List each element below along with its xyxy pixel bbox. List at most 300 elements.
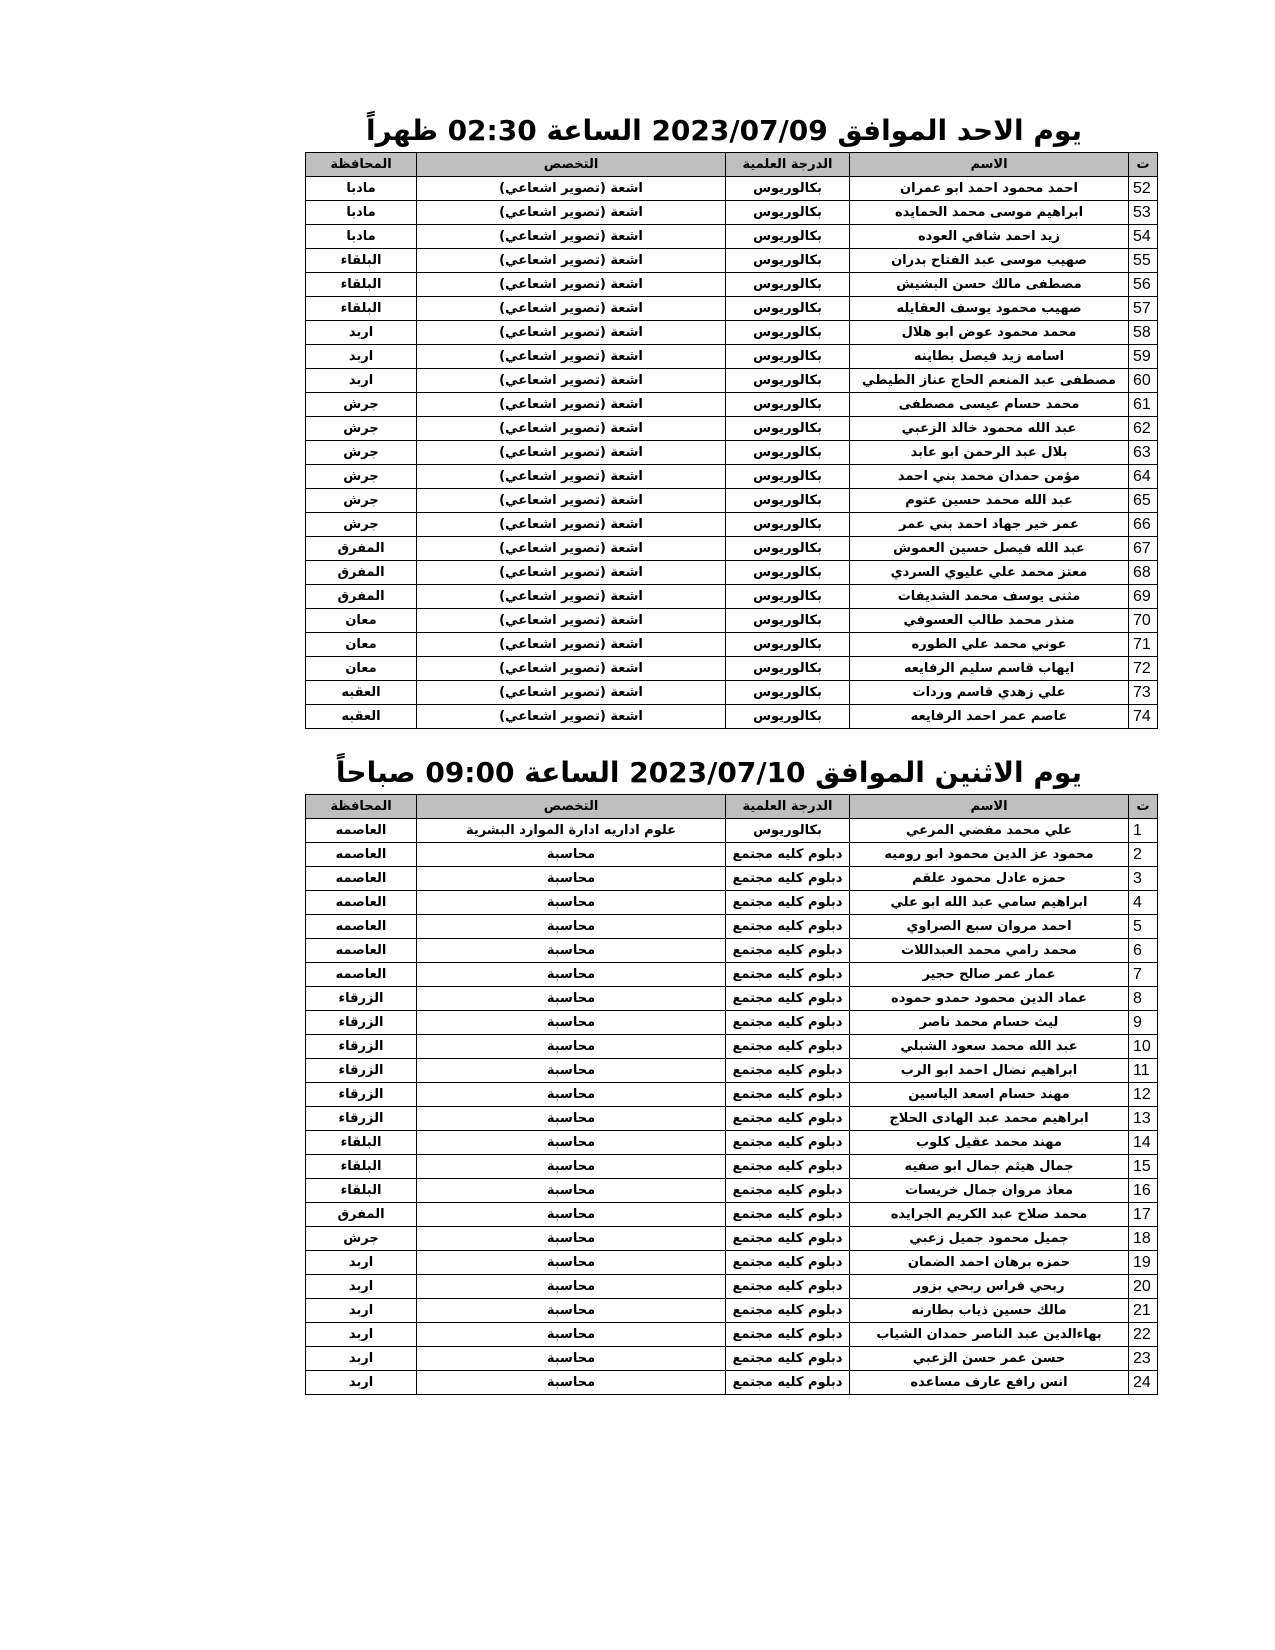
cell-degree: بكالوريوس — [726, 417, 850, 441]
cell-degree: بكالوريوس — [726, 249, 850, 273]
cell-major: محاسبة — [417, 1179, 726, 1203]
cell-number: 3 — [1129, 867, 1158, 891]
table-row — [306, 1203, 1158, 1227]
table-row — [306, 963, 1158, 987]
cell-governorate: العقبه — [306, 705, 417, 729]
cell-governorate: العقبه — [306, 681, 417, 705]
cell-degree: دبلوم كليه مجتمع — [726, 987, 850, 1011]
cell-name: اسامه زيد فيصل بطاينه — [850, 345, 1129, 369]
cell-number: 7 — [1129, 963, 1158, 987]
cell-major: اشعة (تصوير اشعاعي) — [417, 489, 726, 513]
cell-name: عاصم عمر احمد الرفايعه — [850, 705, 1129, 729]
cell-major: اشعة (تصوير اشعاعي) — [417, 561, 726, 585]
cell-degree: دبلوم كليه مجتمع — [726, 1059, 850, 1083]
cell-degree: بكالوريوس — [726, 819, 850, 843]
cell-major: محاسبة — [417, 891, 726, 915]
cell-name: عبد الله محمد سعود الشبلي — [850, 1035, 1129, 1059]
cell-governorate: مادبا — [306, 177, 417, 201]
cell-name: بلال عبد الرحمن ابو عابد — [850, 441, 1129, 465]
cell-number: 53 — [1129, 201, 1158, 225]
cell-number: 59 — [1129, 345, 1158, 369]
cell-number: 4 — [1129, 891, 1158, 915]
cell-major: محاسبة — [417, 1131, 726, 1155]
cell-number: 13 — [1129, 1107, 1158, 1131]
table-row — [306, 987, 1158, 1011]
cell-name: ابراهيم سامي عبد الله ابو علي — [850, 891, 1129, 915]
cell-degree: دبلوم كليه مجتمع — [726, 867, 850, 891]
cell-governorate: المفرق — [306, 1203, 417, 1227]
cell-number: 64 — [1129, 465, 1158, 489]
cell-governorate: اربد — [306, 1299, 417, 1323]
cell-governorate: الزرقاء — [306, 1035, 417, 1059]
cell-number: 69 — [1129, 585, 1158, 609]
cell-number: 20 — [1129, 1275, 1158, 1299]
cell-number: 68 — [1129, 561, 1158, 585]
cell-major: محاسبة — [417, 1323, 726, 1347]
cell-number: 24 — [1129, 1371, 1158, 1395]
cell-degree: بكالوريوس — [726, 345, 850, 369]
table-row — [306, 1371, 1158, 1395]
table-row — [306, 1011, 1158, 1035]
table-row — [306, 297, 1158, 321]
cell-major: محاسبة — [417, 1011, 726, 1035]
cell-number: 72 — [1129, 657, 1158, 681]
cell-major: اشعة (تصوير اشعاعي) — [417, 225, 726, 249]
cell-degree: دبلوم كليه مجتمع — [726, 1347, 850, 1371]
cell-major: محاسبة — [417, 867, 726, 891]
table-row — [306, 1323, 1158, 1347]
table-row — [306, 417, 1158, 441]
cell-number: 66 — [1129, 513, 1158, 537]
table-row — [306, 1131, 1158, 1155]
cell-number: 74 — [1129, 705, 1158, 729]
cell-name: علي محمد مفضي المرعي — [850, 819, 1129, 843]
cell-governorate: الزرقاء — [306, 1059, 417, 1083]
table-row — [306, 843, 1158, 867]
cell-major: اشعة (تصوير اشعاعي) — [417, 513, 726, 537]
cell-name: عوني محمد علي الطوره — [850, 633, 1129, 657]
cell-governorate: العاصمه — [306, 915, 417, 939]
table-row — [306, 537, 1158, 561]
table-row — [306, 201, 1158, 225]
cell-name: جميل محمود جميل زعبي — [850, 1227, 1129, 1251]
cell-number: 55 — [1129, 249, 1158, 273]
cell-governorate: الزرقاء — [306, 1083, 417, 1107]
cell-degree: دبلوم كليه مجتمع — [726, 963, 850, 987]
cell-governorate: جرش — [306, 417, 417, 441]
cell-number: 60 — [1129, 369, 1158, 393]
cell-number: 22 — [1129, 1323, 1158, 1347]
cell-number: 56 — [1129, 273, 1158, 297]
table-row — [306, 321, 1158, 345]
cell-name: محمود عز الدين محمود ابو روميه — [850, 843, 1129, 867]
cell-number: 16 — [1129, 1179, 1158, 1203]
cell-degree: دبلوم كليه مجتمع — [726, 915, 850, 939]
cell-major: اشعة (تصوير اشعاعي) — [417, 321, 726, 345]
cell-major: اشعة (تصوير اشعاعي) — [417, 249, 726, 273]
cell-governorate: البلقاء — [306, 1155, 417, 1179]
cell-name: عمر خير جهاد احمد بني عمر — [850, 513, 1129, 537]
cell-governorate: البلقاء — [306, 1179, 417, 1203]
cell-degree: بكالوريوس — [726, 225, 850, 249]
cell-major: محاسبة — [417, 1083, 726, 1107]
cell-degree: بكالوريوس — [726, 393, 850, 417]
cell-degree: بكالوريوس — [726, 273, 850, 297]
cell-degree: دبلوم كليه مجتمع — [726, 1179, 850, 1203]
cell-number: 71 — [1129, 633, 1158, 657]
cell-degree: بكالوريوس — [726, 537, 850, 561]
table-row — [306, 513, 1158, 537]
cell-name: مهند حسام اسعد الياسين — [850, 1083, 1129, 1107]
cell-number: 17 — [1129, 1203, 1158, 1227]
cell-name: مهند محمد عقيل كلوب — [850, 1131, 1129, 1155]
cell-degree: بكالوريوس — [726, 321, 850, 345]
cell-major: اشعة (تصوير اشعاعي) — [417, 441, 726, 465]
table-row — [306, 1035, 1158, 1059]
cell-name: معتز محمد علي عليوي السردي — [850, 561, 1129, 585]
cell-governorate: العاصمه — [306, 939, 417, 963]
cell-degree: بكالوريوس — [726, 297, 850, 321]
table-row — [306, 867, 1158, 891]
cell-major: محاسبة — [417, 987, 726, 1011]
cell-name: معاذ مروان جمال خريسات — [850, 1179, 1129, 1203]
cell-governorate: العاصمه — [306, 963, 417, 987]
cell-name: منذر محمد طالب العسوفي — [850, 609, 1129, 633]
cell-name: احمد محمود احمد ابو عمران — [850, 177, 1129, 201]
cell-governorate: اربد — [306, 345, 417, 369]
cell-major: محاسبة — [417, 1275, 726, 1299]
cell-degree: بكالوريوس — [726, 465, 850, 489]
cell-degree: بكالوريوس — [726, 705, 850, 729]
cell-degree: بكالوريوس — [726, 609, 850, 633]
table-row — [306, 441, 1158, 465]
column-header-governorate: المحافظة — [306, 795, 417, 819]
cell-governorate: المفرق — [306, 561, 417, 585]
cell-major: محاسبة — [417, 1227, 726, 1251]
schedule-section-sunday — [305, 110, 1157, 729]
cell-number: 63 — [1129, 441, 1158, 465]
table-row — [306, 1179, 1158, 1203]
cell-governorate: العاصمه — [306, 891, 417, 915]
cell-degree: دبلوم كليه مجتمع — [726, 1275, 850, 1299]
section-heading: يوم الاحد الموافق 2023/07/09 الساعة 02:30 ظهراً — [365, 114, 1082, 147]
table-row — [306, 633, 1158, 657]
cell-number: 9 — [1129, 1011, 1158, 1035]
cell-major: اشعة (تصوير اشعاعي) — [417, 297, 726, 321]
table-row — [306, 249, 1158, 273]
cell-name: عبد الله فيصل حسين العموش — [850, 537, 1129, 561]
table-row — [306, 345, 1158, 369]
table-row — [306, 393, 1158, 417]
cell-name: صهيب محمود يوسف العقايله — [850, 297, 1129, 321]
cell-number: 12 — [1129, 1083, 1158, 1107]
cell-number: 57 — [1129, 297, 1158, 321]
cell-governorate: اربد — [306, 1371, 417, 1395]
cell-name: مالك حسين ذياب بطارنه — [850, 1299, 1129, 1323]
cell-name: حسن عمر حسن الزعبي — [850, 1347, 1129, 1371]
cell-name: زيد احمد شافي العوده — [850, 225, 1129, 249]
table-row — [306, 1251, 1158, 1275]
cell-number: 62 — [1129, 417, 1158, 441]
table-row — [306, 1299, 1158, 1323]
cell-governorate: اربد — [306, 1347, 417, 1371]
cell-name: عبد الله محمود خالد الزعبي — [850, 417, 1129, 441]
cell-number: 18 — [1129, 1227, 1158, 1251]
cell-governorate: العاصمه — [306, 867, 417, 891]
cell-degree: بكالوريوس — [726, 657, 850, 681]
cell-governorate: اربد — [306, 1275, 417, 1299]
table-row — [306, 939, 1158, 963]
table-row — [306, 1227, 1158, 1251]
cell-major: محاسبة — [417, 915, 726, 939]
cell-number: 54 — [1129, 225, 1158, 249]
cell-governorate: معان — [306, 633, 417, 657]
cell-major: محاسبة — [417, 1299, 726, 1323]
cell-major: اشعة (تصوير اشعاعي) — [417, 585, 726, 609]
cell-major: محاسبة — [417, 1251, 726, 1275]
cell-degree: دبلوم كليه مجتمع — [726, 1323, 850, 1347]
cell-name: انس رافع عارف مساعده — [850, 1371, 1129, 1395]
column-header-major: التخصص — [417, 153, 726, 177]
cell-degree: بكالوريوس — [726, 369, 850, 393]
cell-degree: دبلوم كليه مجتمع — [726, 1227, 850, 1251]
cell-number: 52 — [1129, 177, 1158, 201]
cell-number: 70 — [1129, 609, 1158, 633]
cell-major: اشعة (تصوير اشعاعي) — [417, 345, 726, 369]
cell-major: محاسبة — [417, 1035, 726, 1059]
cell-name: ابراهيم موسى محمد الحمايده — [850, 201, 1129, 225]
cell-governorate: اربد — [306, 1251, 417, 1275]
cell-governorate: اربد — [306, 1323, 417, 1347]
cell-governorate: اربد — [306, 321, 417, 345]
cell-degree: بكالوريوس — [726, 441, 850, 465]
cell-major: محاسبة — [417, 1107, 726, 1131]
cell-number: 23 — [1129, 1347, 1158, 1371]
cell-governorate: معان — [306, 657, 417, 681]
cell-degree: دبلوم كليه مجتمع — [726, 1131, 850, 1155]
cell-name: احمد مروان سبع الصراوي — [850, 915, 1129, 939]
table-row — [306, 819, 1158, 843]
cell-major: اشعة (تصوير اشعاعي) — [417, 537, 726, 561]
table-row — [306, 705, 1158, 729]
cell-major: اشعة (تصوير اشعاعي) — [417, 633, 726, 657]
cell-name: ليث حسام محمد ناصر — [850, 1011, 1129, 1035]
cell-name: مصطفى عبد المنعم الحاج عناز الطيطي — [850, 369, 1129, 393]
column-header-num: ت — [1129, 795, 1158, 819]
cell-major: علوم اداريه ادارة الموارد البشرية — [417, 819, 726, 843]
cell-name: صهيب موسى عبد الفتاح بدران — [850, 249, 1129, 273]
column-header-name: الاسم — [850, 795, 1129, 819]
table-row — [306, 1107, 1158, 1131]
cell-major: اشعة (تصوير اشعاعي) — [417, 273, 726, 297]
cell-degree: بكالوريوس — [726, 201, 850, 225]
cell-number: 10 — [1129, 1035, 1158, 1059]
cell-governorate: العاصمه — [306, 843, 417, 867]
table-row — [306, 225, 1158, 249]
cell-degree: دبلوم كليه مجتمع — [726, 1299, 850, 1323]
cell-governorate: الزرقاء — [306, 987, 417, 1011]
table-row — [306, 1347, 1158, 1371]
table-row — [306, 465, 1158, 489]
cell-governorate: البلقاء — [306, 273, 417, 297]
table-row — [306, 177, 1158, 201]
cell-major: محاسبة — [417, 939, 726, 963]
table-row — [306, 273, 1158, 297]
cell-number: 15 — [1129, 1155, 1158, 1179]
cell-degree: دبلوم كليه مجتمع — [726, 1203, 850, 1227]
cell-governorate: البلقاء — [306, 297, 417, 321]
cell-major: اشعة (تصوير اشعاعي) — [417, 465, 726, 489]
cell-governorate: جرش — [306, 513, 417, 537]
cell-number: 11 — [1129, 1059, 1158, 1083]
cell-name: ابراهيم نضال احمد ابو الرب — [850, 1059, 1129, 1083]
cell-governorate: الزرقاء — [306, 1107, 417, 1131]
table-header-row — [306, 795, 1158, 819]
table-row — [306, 561, 1158, 585]
cell-governorate: جرش — [306, 1227, 417, 1251]
schedule-table — [305, 794, 1158, 1395]
cell-degree: دبلوم كليه مجتمع — [726, 1107, 850, 1131]
cell-degree: دبلوم كليه مجتمع — [726, 1371, 850, 1395]
cell-major: اشعة (تصوير اشعاعي) — [417, 681, 726, 705]
cell-name: حمزه برهان احمد الضمان — [850, 1251, 1129, 1275]
cell-governorate: المفرق — [306, 585, 417, 609]
cell-number: 58 — [1129, 321, 1158, 345]
cell-degree: دبلوم كليه مجتمع — [726, 891, 850, 915]
cell-major: اشعة (تصوير اشعاعي) — [417, 609, 726, 633]
column-header-num: ت — [1129, 153, 1158, 177]
cell-name: عبد الله محمد حسين عتوم — [850, 489, 1129, 513]
cell-name: ربحي فراس ربحي بزور — [850, 1275, 1129, 1299]
cell-major: اشعة (تصوير اشعاعي) — [417, 177, 726, 201]
cell-major: اشعة (تصوير اشعاعي) — [417, 393, 726, 417]
cell-governorate: جرش — [306, 441, 417, 465]
cell-major: اشعة (تصوير اشعاعي) — [417, 201, 726, 225]
cell-number: 6 — [1129, 939, 1158, 963]
column-header-governorate: المحافظة — [306, 153, 417, 177]
table-row — [306, 891, 1158, 915]
cell-number: 2 — [1129, 843, 1158, 867]
cell-major: محاسبة — [417, 1347, 726, 1371]
cell-number: 73 — [1129, 681, 1158, 705]
cell-major: محاسبة — [417, 1371, 726, 1395]
table-row — [306, 915, 1158, 939]
cell-number: 14 — [1129, 1131, 1158, 1155]
cell-governorate: جرش — [306, 489, 417, 513]
cell-degree: دبلوم كليه مجتمع — [726, 1155, 850, 1179]
table-row — [306, 1155, 1158, 1179]
table-row — [306, 489, 1158, 513]
cell-number: 61 — [1129, 393, 1158, 417]
cell-name: عمار عمر صالح حجير — [850, 963, 1129, 987]
cell-governorate: جرش — [306, 465, 417, 489]
cell-name: علي زهدي قاسم وردات — [850, 681, 1129, 705]
table-row — [306, 1275, 1158, 1299]
cell-degree: بكالوريوس — [726, 561, 850, 585]
cell-major: محاسبة — [417, 1203, 726, 1227]
cell-number: 65 — [1129, 489, 1158, 513]
cell-number: 21 — [1129, 1299, 1158, 1323]
table-header-row — [306, 153, 1158, 177]
cell-name: محمد محمود عوض ابو هلال — [850, 321, 1129, 345]
cell-degree: دبلوم كليه مجتمع — [726, 1035, 850, 1059]
table-row — [306, 657, 1158, 681]
cell-governorate: مادبا — [306, 201, 417, 225]
cell-name: مثنى يوسف محمد الشديفات — [850, 585, 1129, 609]
cell-degree: بكالوريوس — [726, 681, 850, 705]
cell-number: 5 — [1129, 915, 1158, 939]
cell-degree: بكالوريوس — [726, 489, 850, 513]
column-header-name: الاسم — [850, 153, 1129, 177]
cell-degree: دبلوم كليه مجتمع — [726, 843, 850, 867]
cell-degree: بكالوريوس — [726, 513, 850, 537]
cell-name: محمد رامي محمد العبداللات — [850, 939, 1129, 963]
cell-governorate: مادبا — [306, 225, 417, 249]
cell-name: محمد صلاح عبد الكريم الجرايده — [850, 1203, 1129, 1227]
cell-number: 67 — [1129, 537, 1158, 561]
cell-major: محاسبة — [417, 1059, 726, 1083]
cell-name: مصطفى مالك حسن البشيش — [850, 273, 1129, 297]
cell-major: محاسبة — [417, 963, 726, 987]
column-header-major: التخصص — [417, 795, 726, 819]
table-row — [306, 585, 1158, 609]
cell-major: محاسبة — [417, 1155, 726, 1179]
cell-number: 1 — [1129, 819, 1158, 843]
cell-degree: دبلوم كليه مجتمع — [726, 1083, 850, 1107]
column-header-degree: الدرجة العلمية — [726, 153, 850, 177]
cell-major: اشعة (تصوير اشعاعي) — [417, 705, 726, 729]
cell-degree: بكالوريوس — [726, 633, 850, 657]
cell-governorate: اربد — [306, 369, 417, 393]
cell-number: 19 — [1129, 1251, 1158, 1275]
cell-governorate: المفرق — [306, 537, 417, 561]
table-row — [306, 609, 1158, 633]
cell-name: ابراهيم محمد عبد الهادى الحلاج — [850, 1107, 1129, 1131]
cell-major: اشعة (تصوير اشعاعي) — [417, 417, 726, 441]
table-row — [306, 1059, 1158, 1083]
cell-degree: دبلوم كليه مجتمع — [726, 1011, 850, 1035]
table-row — [306, 1083, 1158, 1107]
schedule-section-monday — [305, 752, 1157, 1395]
column-header-degree: الدرجة العلمية — [726, 795, 850, 819]
cell-degree: دبلوم كليه مجتمع — [726, 1251, 850, 1275]
cell-major: محاسبة — [417, 843, 726, 867]
cell-governorate: البلقاء — [306, 249, 417, 273]
cell-degree: بكالوريوس — [726, 585, 850, 609]
cell-name: بهاءالدين عبد الناصر حمدان الشياب — [850, 1323, 1129, 1347]
cell-governorate: العاصمه — [306, 819, 417, 843]
cell-number: 8 — [1129, 987, 1158, 1011]
cell-degree: بكالوريوس — [726, 177, 850, 201]
table-row — [306, 681, 1158, 705]
cell-name: جمال هيثم جمال ابو صفيه — [850, 1155, 1129, 1179]
cell-degree: دبلوم كليه مجتمع — [726, 939, 850, 963]
cell-name: حمزه عادل محمود علقم — [850, 867, 1129, 891]
cell-name: مؤمن حمدان محمد بني احمد — [850, 465, 1129, 489]
cell-major: اشعة (تصوير اشعاعي) — [417, 657, 726, 681]
cell-governorate: جرش — [306, 393, 417, 417]
schedule-table — [305, 152, 1158, 729]
cell-name: ايهاب قاسم سليم الرفايعه — [850, 657, 1129, 681]
cell-name: محمد حسام عيسى مصطفى — [850, 393, 1129, 417]
section-heading: يوم الاثنين الموافق 2023/07/10 الساعة 09:00 صباحاً — [335, 756, 1082, 789]
table-row — [306, 369, 1158, 393]
cell-governorate: معان — [306, 609, 417, 633]
cell-governorate: الزرقاء — [306, 1011, 417, 1035]
cell-name: عماد الدين محمود حمدو حموده — [850, 987, 1129, 1011]
cell-governorate: البلقاء — [306, 1131, 417, 1155]
cell-major: اشعة (تصوير اشعاعي) — [417, 369, 726, 393]
